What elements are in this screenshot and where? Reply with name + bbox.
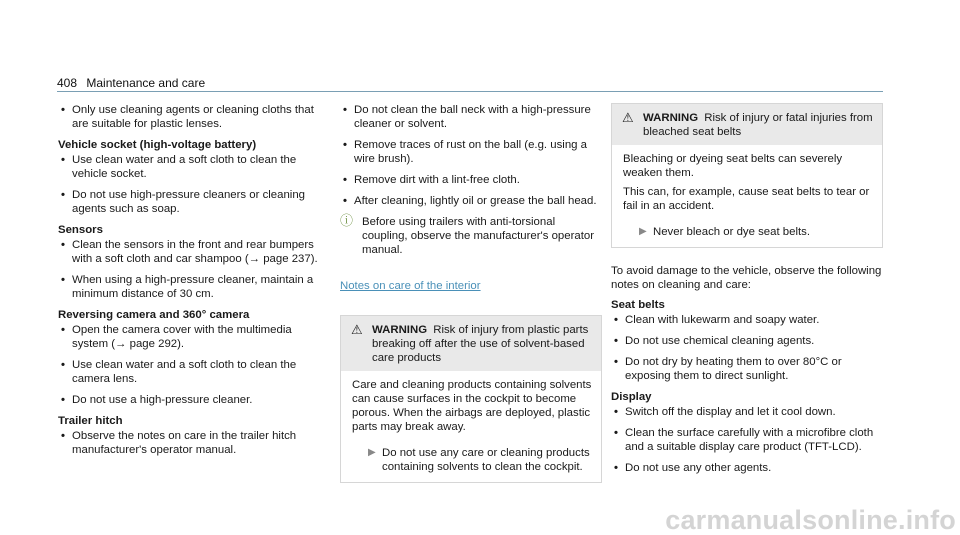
subheading: Sensors — [58, 224, 103, 236]
bullet-icon: • — [614, 427, 618, 439]
bullet-text: When using a high-pressure cleaner, maintain a minimum distance of 30 cm. — [72, 274, 314, 300]
list-item — [340, 194, 602, 208]
list-item — [58, 188, 320, 216]
column-3 — [611, 103, 883, 482]
warning-text: This can, for example, cause seat belts to tear or fail in an accident. — [623, 186, 870, 212]
bullet-text: Use clean water and a soft cloth to clean the camera lens. — [72, 359, 297, 385]
warning-body — [612, 145, 882, 247]
bullet-text: Remove dirt with a lint-free cloth. — [354, 174, 520, 186]
list-item — [611, 313, 883, 327]
bullet-icon: • — [614, 335, 618, 347]
list-item: • Clean the sensors in the front and rear bumpers with a soft cloth and car shampoo (→ page 237). — [61, 239, 318, 265]
list-item — [611, 405, 883, 419]
list-item — [58, 153, 320, 181]
bullet-text: Do not clean the ball neck with a high-pressure cleaner or solvent. — [354, 104, 591, 130]
watermark: carmanualsonline.info — [665, 505, 956, 535]
bullet-icon: • — [61, 239, 65, 251]
bullet-icon: • — [343, 139, 347, 151]
bullet-text: Use clean water and a soft cloth to clean the vehicle socket. — [72, 154, 297, 180]
action-triangle-icon: ▶ — [368, 447, 376, 458]
bullet-text: After cleaning, lightly oil or grease the ball head. — [354, 195, 597, 207]
bullet-text: Remove traces of rust on the ball (e.g. using a wire brush). — [354, 139, 587, 165]
warning-box — [340, 315, 602, 483]
section-title-link[interactable]: Notes on care of the interior — [340, 280, 481, 292]
bullet-text: Do not dry by heating them to over 80°C or exposing them to direct sunlight. — [625, 356, 842, 382]
arrow-icon: → — [248, 253, 261, 265]
page-reference-link[interactable]: page 237 — [263, 253, 311, 265]
info-note — [340, 215, 602, 257]
subheading: Trailer hitch — [58, 415, 123, 427]
list-item — [340, 138, 602, 166]
list-item — [611, 461, 883, 475]
bullet-text: Open the camera cover with the multimedia system — [72, 324, 292, 350]
bullet-icon: • — [614, 314, 618, 326]
bullet-text: Do not use a high-pressure cleaner. — [72, 394, 253, 406]
column-1 — [58, 103, 320, 464]
warning-icon: ⚠ — [622, 110, 634, 125]
bullet-icon: • — [614, 406, 618, 418]
page-reference-link[interactable]: page 292 — [129, 338, 178, 350]
warning-header — [612, 104, 882, 145]
list-item — [611, 426, 883, 454]
subheading: Seat belts — [611, 299, 665, 311]
bullet-icon: • — [61, 394, 65, 406]
bullet-icon: • — [61, 359, 65, 371]
bullet-text: Do not use any other agents. — [625, 462, 772, 474]
warning-action — [623, 225, 874, 239]
bullet-icon: • — [343, 104, 347, 116]
bullet-text: Do not use chemical cleaning agents. — [625, 335, 815, 347]
list-item — [340, 173, 602, 187]
list-item — [58, 393, 320, 407]
action-text: Do not use any care or cleaning products containing solvents to clean the cockpit. — [382, 447, 590, 473]
bullet-text: Observe the notes on care in the trailer hitch manufacturer's operator manual. — [72, 430, 297, 456]
warning-label: WARNING — [372, 324, 428, 336]
list-item — [58, 358, 320, 386]
warning-title: Risk of injury or fatal injuries from bleached seat belts — [643, 112, 873, 138]
bullet-icon: • — [614, 462, 618, 474]
warning-header — [341, 316, 601, 371]
list-item — [58, 429, 320, 457]
warning-label: WARNING — [643, 112, 699, 124]
list-item — [58, 273, 320, 301]
bullet-icon: • — [61, 274, 65, 286]
bullet-icon: • — [61, 430, 65, 442]
bullet-icon: • — [61, 154, 65, 166]
bullet-icon: • — [61, 324, 65, 336]
bullet-text: Only use cleaning agents or cleaning cloths that are suitable for plastic lenses. — [72, 104, 314, 130]
bullet-text: Clean the sensors in the front and rear bumpers with a soft cloth and car shampoo — [72, 239, 314, 265]
list-item — [58, 103, 320, 131]
info-icon: ⓘ — [340, 213, 354, 228]
bullet-text: Switch off the display and let it cool down. — [625, 406, 836, 418]
warning-action — [352, 446, 593, 474]
bullet-text: Clean the surface carefully with a microfibre cloth and a suitable display care product (TFT-LCD). — [625, 427, 874, 453]
warning-box — [611, 103, 883, 248]
subheading: Reversing camera and 360° camera — [58, 309, 250, 321]
info-text: Before using trailers with anti-torsional coupling, observe the manufacturer's operator manual. — [362, 216, 595, 256]
warning-title: Risk of injury from plastic parts breaking off after the use of solvent-based care products — [372, 324, 589, 364]
bullet-text: Clean with lukewarm and soapy water. — [625, 314, 820, 326]
bullet-icon: • — [61, 189, 65, 201]
header-rule — [57, 91, 883, 92]
bullet-icon: • — [343, 195, 347, 207]
warning-text: Bleaching or dyeing seat belts can severely weaken them. — [623, 153, 843, 179]
list-item — [611, 355, 883, 383]
list-item — [611, 334, 883, 348]
bullet-text: Do not use high-pressure cleaners or cleaning agents such as soap. — [72, 189, 306, 215]
intro-text: To avoid damage to the vehicle, observe the following notes on cleaning and care: — [611, 265, 882, 291]
warning-icon: ⚠ — [351, 322, 363, 337]
warning-body — [341, 371, 601, 482]
action-text: Never bleach or dye seat belts. — [653, 226, 811, 238]
page-number: 408 — [57, 76, 78, 90]
page-header — [57, 76, 205, 90]
warning-text: Care and cleaning products containing solvents can cause surfaces in the cockpit to become porous. When the airbags are deployed, plastic parts may break away. — [352, 379, 592, 433]
action-triangle-icon: ▶ — [639, 226, 647, 237]
chapter-title: Maintenance and care — [86, 76, 206, 90]
list-item — [340, 103, 602, 131]
bullet-icon: • — [343, 174, 347, 186]
arrow-icon: → — [115, 338, 127, 350]
bullet-icon: • — [614, 356, 618, 368]
column-2 — [340, 103, 602, 483]
list-item: • Open the camera cover with the multimedia system (→ page 292). — [61, 324, 292, 350]
subheading: Vehicle socket (high-voltage battery) — [58, 139, 257, 151]
bullet-icon: • — [61, 104, 65, 116]
subheading: Display — [611, 391, 652, 403]
